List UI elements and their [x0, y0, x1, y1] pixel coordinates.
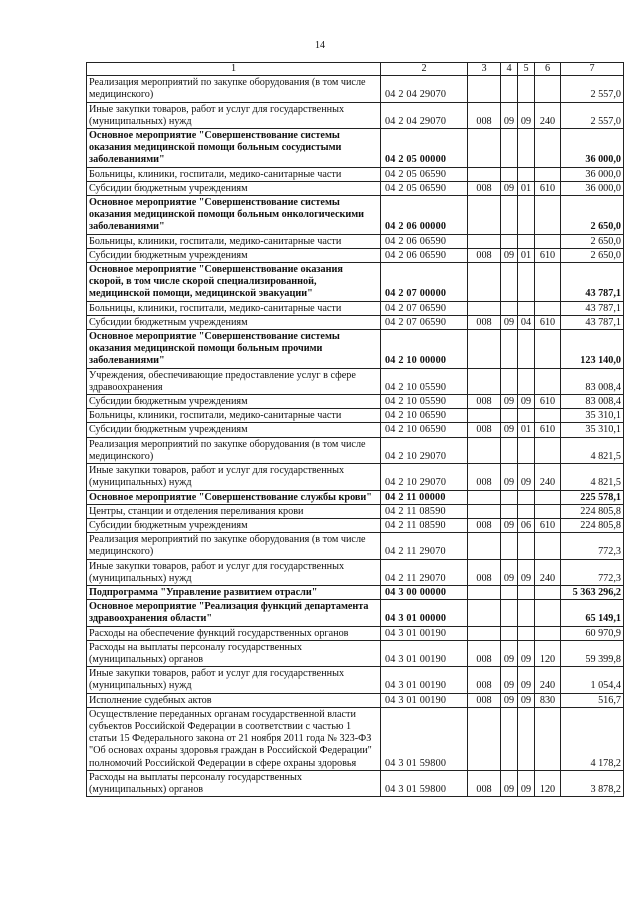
- row-col-4: 09: [501, 181, 518, 195]
- row-name: Основное мероприятие "Совершенствование системы оказания медицинской помощи больным сосудистыми заболеваниями": [87, 129, 381, 168]
- row-col-5: [518, 234, 535, 248]
- table-row: [87, 490, 624, 504]
- row-col-3: [468, 490, 501, 504]
- table-row: [87, 585, 624, 599]
- page-number: 14: [315, 40, 325, 51]
- row-name: Основное мероприятие "Совершенствование системы оказания медицинской помощи больным онкологическими заболеваниями": [87, 196, 381, 235]
- row-code: 04 2 11 08590: [381, 504, 468, 518]
- row-col-5: 06: [518, 518, 535, 532]
- row-name: Иные закупки товаров, работ и услуг для государственных (муниципальных) нужд: [87, 559, 381, 585]
- row-col-6: 240: [535, 559, 561, 585]
- row-col-6: [535, 234, 561, 248]
- table-row: [87, 368, 624, 394]
- row-col-5: [518, 600, 535, 626]
- table-row: [87, 707, 624, 770]
- row-name: Больницы, клиники, госпитали, медико-санитарные части: [87, 409, 381, 423]
- row-code: 04 2 05 06590: [381, 181, 468, 195]
- row-col-6: [535, 129, 561, 168]
- row-code: 04 2 04 29070: [381, 76, 468, 102]
- row-col-3: 008: [468, 423, 501, 437]
- row-col-6: 610: [535, 518, 561, 532]
- row-code: 04 2 06 00000: [381, 196, 468, 235]
- row-col-4: [501, 234, 518, 248]
- row-name: Субсидии бюджетным учреждениям: [87, 315, 381, 329]
- table-row: [87, 395, 624, 409]
- row-name: Реализация мероприятий по закупке оборудования (в том числе медицинского): [87, 76, 381, 102]
- table-row: [87, 167, 624, 181]
- budget-table: [86, 62, 624, 797]
- row-col-3: [468, 504, 501, 518]
- table-row: [87, 559, 624, 585]
- row-amount: 772,3: [561, 533, 624, 559]
- row-code: 04 3 01 00190: [381, 667, 468, 693]
- row-name: Подпрограмма "Управление развитием отрасли": [87, 585, 381, 599]
- row-col-5: [518, 437, 535, 463]
- row-col-3: 008: [468, 693, 501, 707]
- row-col-3: 008: [468, 464, 501, 490]
- row-amount: 224 805,8: [561, 518, 624, 532]
- row-col-6: 610: [535, 423, 561, 437]
- row-col-5: 09: [518, 667, 535, 693]
- row-amount: 43 787,1: [561, 301, 624, 315]
- row-amount: 36 000,0: [561, 167, 624, 181]
- row-col-3: [468, 167, 501, 181]
- row-col-4: [501, 490, 518, 504]
- row-name: Расходы на выплаты персоналу государственных (муниципальных) органов: [87, 770, 381, 796]
- row-col-6: [535, 330, 561, 369]
- table-row: [87, 626, 624, 640]
- row-code: 04 3 01 00190: [381, 640, 468, 666]
- row-col-3: 008: [468, 395, 501, 409]
- table-row: [87, 102, 624, 128]
- table-row: [87, 76, 624, 102]
- row-col-3: [468, 234, 501, 248]
- row-col-4: [501, 196, 518, 235]
- row-name: Основное мероприятие "Совершенствование оказания скорой, в том числе скорой специализированной, медицинской помощи, медицинской эвакуации": [87, 263, 381, 302]
- row-code: 04 2 10 05590: [381, 368, 468, 394]
- row-amount: 2 650,0: [561, 196, 624, 235]
- row-col-5: 09: [518, 770, 535, 796]
- row-col-4: 09: [501, 423, 518, 437]
- table-row: [87, 423, 624, 437]
- row-col-5: [518, 707, 535, 770]
- row-col-6: [535, 490, 561, 504]
- row-name: Исполнение судебных актов: [87, 693, 381, 707]
- row-amount: 4 821,5: [561, 437, 624, 463]
- table-row: [87, 234, 624, 248]
- header-col-3: 3: [468, 63, 501, 76]
- row-col-5: 09: [518, 640, 535, 666]
- row-code: 04 2 10 29070: [381, 464, 468, 490]
- row-col-5: [518, 129, 535, 168]
- row-col-6: 240: [535, 667, 561, 693]
- row-col-6: 120: [535, 640, 561, 666]
- table-row: [87, 533, 624, 559]
- row-amount: 224 805,8: [561, 504, 624, 518]
- row-code: 04 2 06 06590: [381, 248, 468, 262]
- row-name: Реализация мероприятий по закупке оборудования (в том числе медицинского): [87, 437, 381, 463]
- row-col-3: [468, 196, 501, 235]
- row-col-3: 008: [468, 667, 501, 693]
- row-col-6: 610: [535, 315, 561, 329]
- table-row: [87, 196, 624, 235]
- row-col-3: [468, 76, 501, 102]
- row-amount: 225 578,1: [561, 490, 624, 504]
- row-col-6: [535, 409, 561, 423]
- row-name: Центры, станции и отделения переливания крови: [87, 504, 381, 518]
- row-col-5: [518, 533, 535, 559]
- row-amount: 65 149,1: [561, 600, 624, 626]
- row-name: Иные закупки товаров, работ и услуг для государственных (муниципальных) нужд: [87, 102, 381, 128]
- row-col-3: [468, 533, 501, 559]
- row-col-3: [468, 437, 501, 463]
- table-row: [87, 437, 624, 463]
- row-col-5: [518, 626, 535, 640]
- row-col-5: 09: [518, 559, 535, 585]
- row-code: 04 3 01 00190: [381, 693, 468, 707]
- row-col-5: [518, 368, 535, 394]
- row-col-3: 008: [468, 248, 501, 262]
- row-col-6: 610: [535, 395, 561, 409]
- row-col-3: [468, 409, 501, 423]
- header-col-7: 7: [561, 63, 624, 76]
- row-amount: 2 650,0: [561, 234, 624, 248]
- row-amount: 2 557,0: [561, 76, 624, 102]
- table-row: [87, 263, 624, 302]
- header-col-5: 5: [518, 63, 535, 76]
- row-name: Субсидии бюджетным учреждениям: [87, 248, 381, 262]
- row-code: 04 2 04 29070: [381, 102, 468, 128]
- row-amount: 772,3: [561, 559, 624, 585]
- table-row: [87, 667, 624, 693]
- row-col-3: [468, 626, 501, 640]
- row-col-3: 008: [468, 102, 501, 128]
- row-amount: 3 878,2: [561, 770, 624, 796]
- row-name: Субсидии бюджетным учреждениям: [87, 395, 381, 409]
- row-col-6: [535, 196, 561, 235]
- row-col-4: 09: [501, 315, 518, 329]
- row-col-6: 120: [535, 770, 561, 796]
- row-name: Иные закупки товаров, работ и услуг для государственных (муниципальных) нужд: [87, 464, 381, 490]
- row-col-5: 09: [518, 102, 535, 128]
- row-col-6: [535, 368, 561, 394]
- row-col-5: [518, 301, 535, 315]
- row-col-5: [518, 330, 535, 369]
- row-amount: 43 787,1: [561, 315, 624, 329]
- row-name: Расходы на обеспечение функций государственных органов: [87, 626, 381, 640]
- row-col-6: [535, 437, 561, 463]
- row-name: Больницы, клиники, госпитали, медико-санитарные части: [87, 301, 381, 315]
- table-row: [87, 504, 624, 518]
- row-name: Осуществление переданных органам государственной власти субъектов Российской Федерации в соответствии с частью 1 статьи 15 Федерального закона от 21 ноября 2011 года № 323-ФЗ "Об основах охраны здоровья граждан в Российской Федерации" полномочий Российской Федерации в сфере охраны здоровья: [87, 707, 381, 770]
- row-col-6: 240: [535, 102, 561, 128]
- row-col-5: 04: [518, 315, 535, 329]
- row-col-3: 008: [468, 559, 501, 585]
- row-col-5: 01: [518, 423, 535, 437]
- row-amount: 36 000,0: [561, 129, 624, 168]
- row-code: 04 2 10 05590: [381, 395, 468, 409]
- row-name: Больницы, клиники, госпитали, медико-санитарные части: [87, 167, 381, 181]
- row-amount: 516,7: [561, 693, 624, 707]
- row-col-3: [468, 301, 501, 315]
- row-amount: 2 650,0: [561, 248, 624, 262]
- row-col-5: 01: [518, 181, 535, 195]
- table-row: [87, 181, 624, 195]
- row-col-4: [501, 301, 518, 315]
- row-col-4: [501, 600, 518, 626]
- row-name: Основное мероприятие "Совершенствование службы крови": [87, 490, 381, 504]
- row-col-3: [468, 330, 501, 369]
- row-col-5: [518, 490, 535, 504]
- table-row: [87, 409, 624, 423]
- row-amount: 59 399,8: [561, 640, 624, 666]
- row-col-6: [535, 263, 561, 302]
- header-col-2: 2: [381, 63, 468, 76]
- row-col-6: [535, 585, 561, 599]
- row-name: Субсидии бюджетным учреждениям: [87, 423, 381, 437]
- row-amount: 43 787,1: [561, 263, 624, 302]
- row-code: 04 3 01 59800: [381, 770, 468, 796]
- row-col-4: 09: [501, 518, 518, 532]
- row-col-4: [501, 504, 518, 518]
- row-amount: 36 000,0: [561, 181, 624, 195]
- row-code: 04 2 07 00000: [381, 263, 468, 302]
- row-name: Основное мероприятие "Реализация функций департамента здравоохранения области": [87, 600, 381, 626]
- table-row: [87, 464, 624, 490]
- row-name: Реализация мероприятий по закупке оборудования (в том числе медицинского): [87, 533, 381, 559]
- row-col-4: 09: [501, 640, 518, 666]
- row-col-4: 09: [501, 248, 518, 262]
- row-col-3: [468, 263, 501, 302]
- row-col-5: 01: [518, 248, 535, 262]
- row-col-5: [518, 76, 535, 102]
- row-code: 04 3 01 00190: [381, 626, 468, 640]
- row-amount: 35 310,1: [561, 409, 624, 423]
- row-amount: 83 008,4: [561, 395, 624, 409]
- row-col-5: [518, 504, 535, 518]
- row-col-4: [501, 167, 518, 181]
- row-code: 04 2 05 00000: [381, 129, 468, 168]
- row-amount: 1 054,4: [561, 667, 624, 693]
- row-col-4: [501, 330, 518, 369]
- row-col-5: [518, 409, 535, 423]
- row-code: 04 2 10 06590: [381, 423, 468, 437]
- row-col-4: 09: [501, 770, 518, 796]
- row-amount: 4 178,2: [561, 707, 624, 770]
- row-name: Субсидии бюджетным учреждениям: [87, 181, 381, 195]
- row-code: 04 2 07 06590: [381, 301, 468, 315]
- row-col-3: 008: [468, 518, 501, 532]
- row-code: 04 2 11 08590: [381, 518, 468, 532]
- row-col-5: [518, 167, 535, 181]
- row-code: 04 2 11 29070: [381, 533, 468, 559]
- row-col-6: [535, 167, 561, 181]
- row-col-4: [501, 368, 518, 394]
- row-code: 04 2 11 29070: [381, 559, 468, 585]
- row-amount: 5 363 296,2: [561, 585, 624, 599]
- row-col-3: [468, 585, 501, 599]
- row-col-3: 008: [468, 181, 501, 195]
- table-row: [87, 330, 624, 369]
- row-code: 04 2 07 06590: [381, 315, 468, 329]
- row-col-4: [501, 626, 518, 640]
- row-amount: 35 310,1: [561, 423, 624, 437]
- row-col-3: 008: [468, 640, 501, 666]
- row-code: 04 2 11 00000: [381, 490, 468, 504]
- row-col-4: [501, 533, 518, 559]
- row-col-3: 008: [468, 315, 501, 329]
- row-col-6: [535, 626, 561, 640]
- table-row: [87, 600, 624, 626]
- row-col-4: [501, 707, 518, 770]
- table-row: [87, 770, 624, 796]
- header-col-6: 6: [535, 63, 561, 76]
- row-col-4: 09: [501, 667, 518, 693]
- row-name: Иные закупки товаров, работ и услуг для государственных (муниципальных) нужд: [87, 667, 381, 693]
- row-col-6: [535, 707, 561, 770]
- row-col-6: 610: [535, 181, 561, 195]
- row-code: 04 3 00 00000: [381, 585, 468, 599]
- table-row: [87, 129, 624, 168]
- row-col-4: [501, 76, 518, 102]
- row-amount: 2 557,0: [561, 102, 624, 128]
- row-col-6: 830: [535, 693, 561, 707]
- row-col-4: 09: [501, 395, 518, 409]
- row-col-3: [468, 600, 501, 626]
- row-col-4: 09: [501, 559, 518, 585]
- row-col-6: [535, 533, 561, 559]
- row-col-6: [535, 600, 561, 626]
- row-amount: 60 970,9: [561, 626, 624, 640]
- header-col-4: 4: [501, 63, 518, 76]
- row-code: 04 2 10 06590: [381, 409, 468, 423]
- row-col-4: 09: [501, 693, 518, 707]
- row-code: 04 2 10 29070: [381, 437, 468, 463]
- row-name: Больницы, клиники, госпитали, медико-санитарные части: [87, 234, 381, 248]
- row-name: Субсидии бюджетным учреждениям: [87, 518, 381, 532]
- row-col-4: 09: [501, 464, 518, 490]
- table-row: [87, 518, 624, 532]
- row-col-5: 09: [518, 395, 535, 409]
- row-col-5: 09: [518, 693, 535, 707]
- row-code: 04 3 01 59800: [381, 707, 468, 770]
- row-col-6: [535, 301, 561, 315]
- table-header-row: [87, 63, 624, 76]
- row-col-6: 610: [535, 248, 561, 262]
- table-row: [87, 315, 624, 329]
- row-code: 04 2 05 06590: [381, 167, 468, 181]
- row-col-3: [468, 707, 501, 770]
- row-col-4: [501, 437, 518, 463]
- row-col-4: 09: [501, 102, 518, 128]
- header-col-1: 1: [87, 63, 381, 76]
- row-col-6: [535, 504, 561, 518]
- table-row: [87, 640, 624, 666]
- table-row: [87, 693, 624, 707]
- row-col-5: 09: [518, 464, 535, 490]
- row-col-3: [468, 129, 501, 168]
- row-col-4: [501, 129, 518, 168]
- row-name: Учреждения, обеспечивающие предоставление услуг в сфере здравоохранения: [87, 368, 381, 394]
- row-col-4: [501, 263, 518, 302]
- row-col-3: [468, 368, 501, 394]
- row-name: Расходы на выплаты персоналу государственных (муниципальных) органов: [87, 640, 381, 666]
- row-col-6: [535, 76, 561, 102]
- row-amount: 123 140,0: [561, 330, 624, 369]
- row-code: 04 2 06 06590: [381, 234, 468, 248]
- row-col-5: [518, 585, 535, 599]
- table-row: [87, 301, 624, 315]
- row-col-5: [518, 196, 535, 235]
- row-code: 04 3 01 00000: [381, 600, 468, 626]
- table-row: [87, 248, 624, 262]
- row-code: 04 2 10 00000: [381, 330, 468, 369]
- row-col-4: [501, 585, 518, 599]
- row-name: Основное мероприятие "Совершенствование системы оказания медицинской помощи больным прочими заболеваниями": [87, 330, 381, 369]
- row-col-5: [518, 263, 535, 302]
- row-amount: 4 821,5: [561, 464, 624, 490]
- row-col-3: 008: [468, 770, 501, 796]
- row-col-4: [501, 409, 518, 423]
- table-body: [87, 76, 624, 797]
- row-amount: 83 008,4: [561, 368, 624, 394]
- row-col-6: 240: [535, 464, 561, 490]
